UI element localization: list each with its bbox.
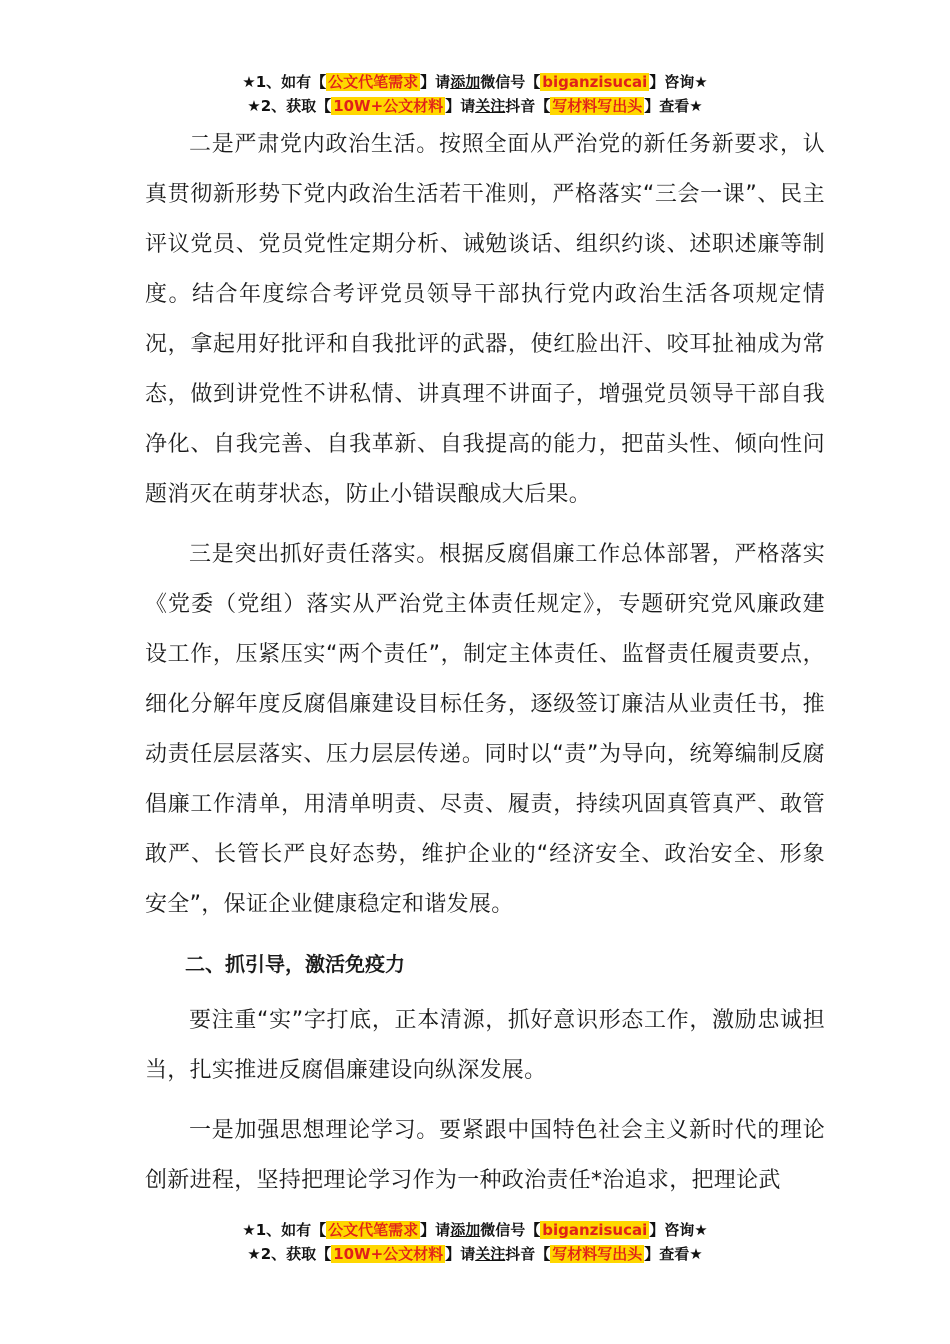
paragraph-intro: 要注重“实”字打底，正本清源，抓好意识形态工作，激励忠诚担当，扎实推进反腐倡廉建设向纵深发展。 xyxy=(145,1008,825,1083)
banner-line-2: ★2、获取【 10W+公文材料 】请关注抖音【 写材料写出头 】查看★ xyxy=(247,1245,703,1263)
banner-douyin-id: 写材料写出头 xyxy=(552,97,643,115)
header-banner xyxy=(0,70,950,118)
banner-highlight: 公文代笔需求 xyxy=(328,73,419,91)
banner-highlight: 10W+公文材料 xyxy=(333,1245,444,1263)
paragraph-theory-study: 一是加强思想理论学习。要紧跟中国特色社会主义新时代的理论创新进程，坚持把理论学习作为一种政治责任*治追求，把理论武 xyxy=(145,1118,825,1193)
section-heading: 二、抓引导，激活免疫力 xyxy=(185,952,405,976)
banner-line-2: ★2、获取【 10W+公文材料 】请关注抖音【 写材料写出头 】查看★ xyxy=(247,97,703,115)
banner-wechat-id: biganzisucai xyxy=(542,1221,648,1239)
banner-highlight: 公文代笔需求 xyxy=(328,1221,419,1239)
banner-line-1: ★1、如有【 公文代笔需求 】请添加微信号【 biganzisucai 】咨询★ xyxy=(242,1221,708,1239)
document-body xyxy=(145,120,825,1216)
banner-highlight: 10W+公文材料 xyxy=(333,97,444,115)
banner-wechat-id: biganzisucai xyxy=(542,73,648,91)
footer-banner xyxy=(0,1218,950,1266)
banner-line-1: ★1、如有【 公文代笔需求 】请添加微信号【 biganzisucai 】咨询★ xyxy=(242,73,708,91)
banner-douyin-id: 写材料写出头 xyxy=(552,1245,643,1263)
paragraph-responsibility: 三是突出抓好责任落实。根据反腐倡廉工作总体部署，严格落实《党委（党组）落实从严治党主体责任规定》，专题研究党风廉政建设工作，压紧压实“两个责任”，制定主体责任、监督责任履责要点，细化分解年度反腐倡廉建设目标任务，逐级签订廉洁从业责任书，推动责任层层落实、压力层层传递。同时以“责”为导向，统筹编制反腐倡廉工作清单，用清单明责、尽责、履责，持续巩固真管真严、敢管敢严、长管长严良好态势，维护企业的“经济安全、政治安全、形象安全”，保证企业健康稳定和谐发展。 xyxy=(145,542,825,917)
paragraph-political-life: 二是严肃党内政治生活。按照全面从严治党的新任务新要求，认真贯彻新形势下党内政治生活若干准则，严格落实“三会一课”、民主评议党员、党员党性定期分析、诫勉谈话、组织约谈、述职述廉等制度。结合年度综合考评党员领导干部执行党内政治生活各项规定情况，拿起用好批评和自我批评的武器，使红脸出汗、咬耳扯袖成为常态，做到讲党性不讲私情、讲真理不讲面子，增强党员领导干部自我净化、自我完善、自我革新、自我提高的能力，把苗头性、倾向性问题消灭在萌芽状态，防止小错误酿成大后果。 xyxy=(145,132,825,507)
